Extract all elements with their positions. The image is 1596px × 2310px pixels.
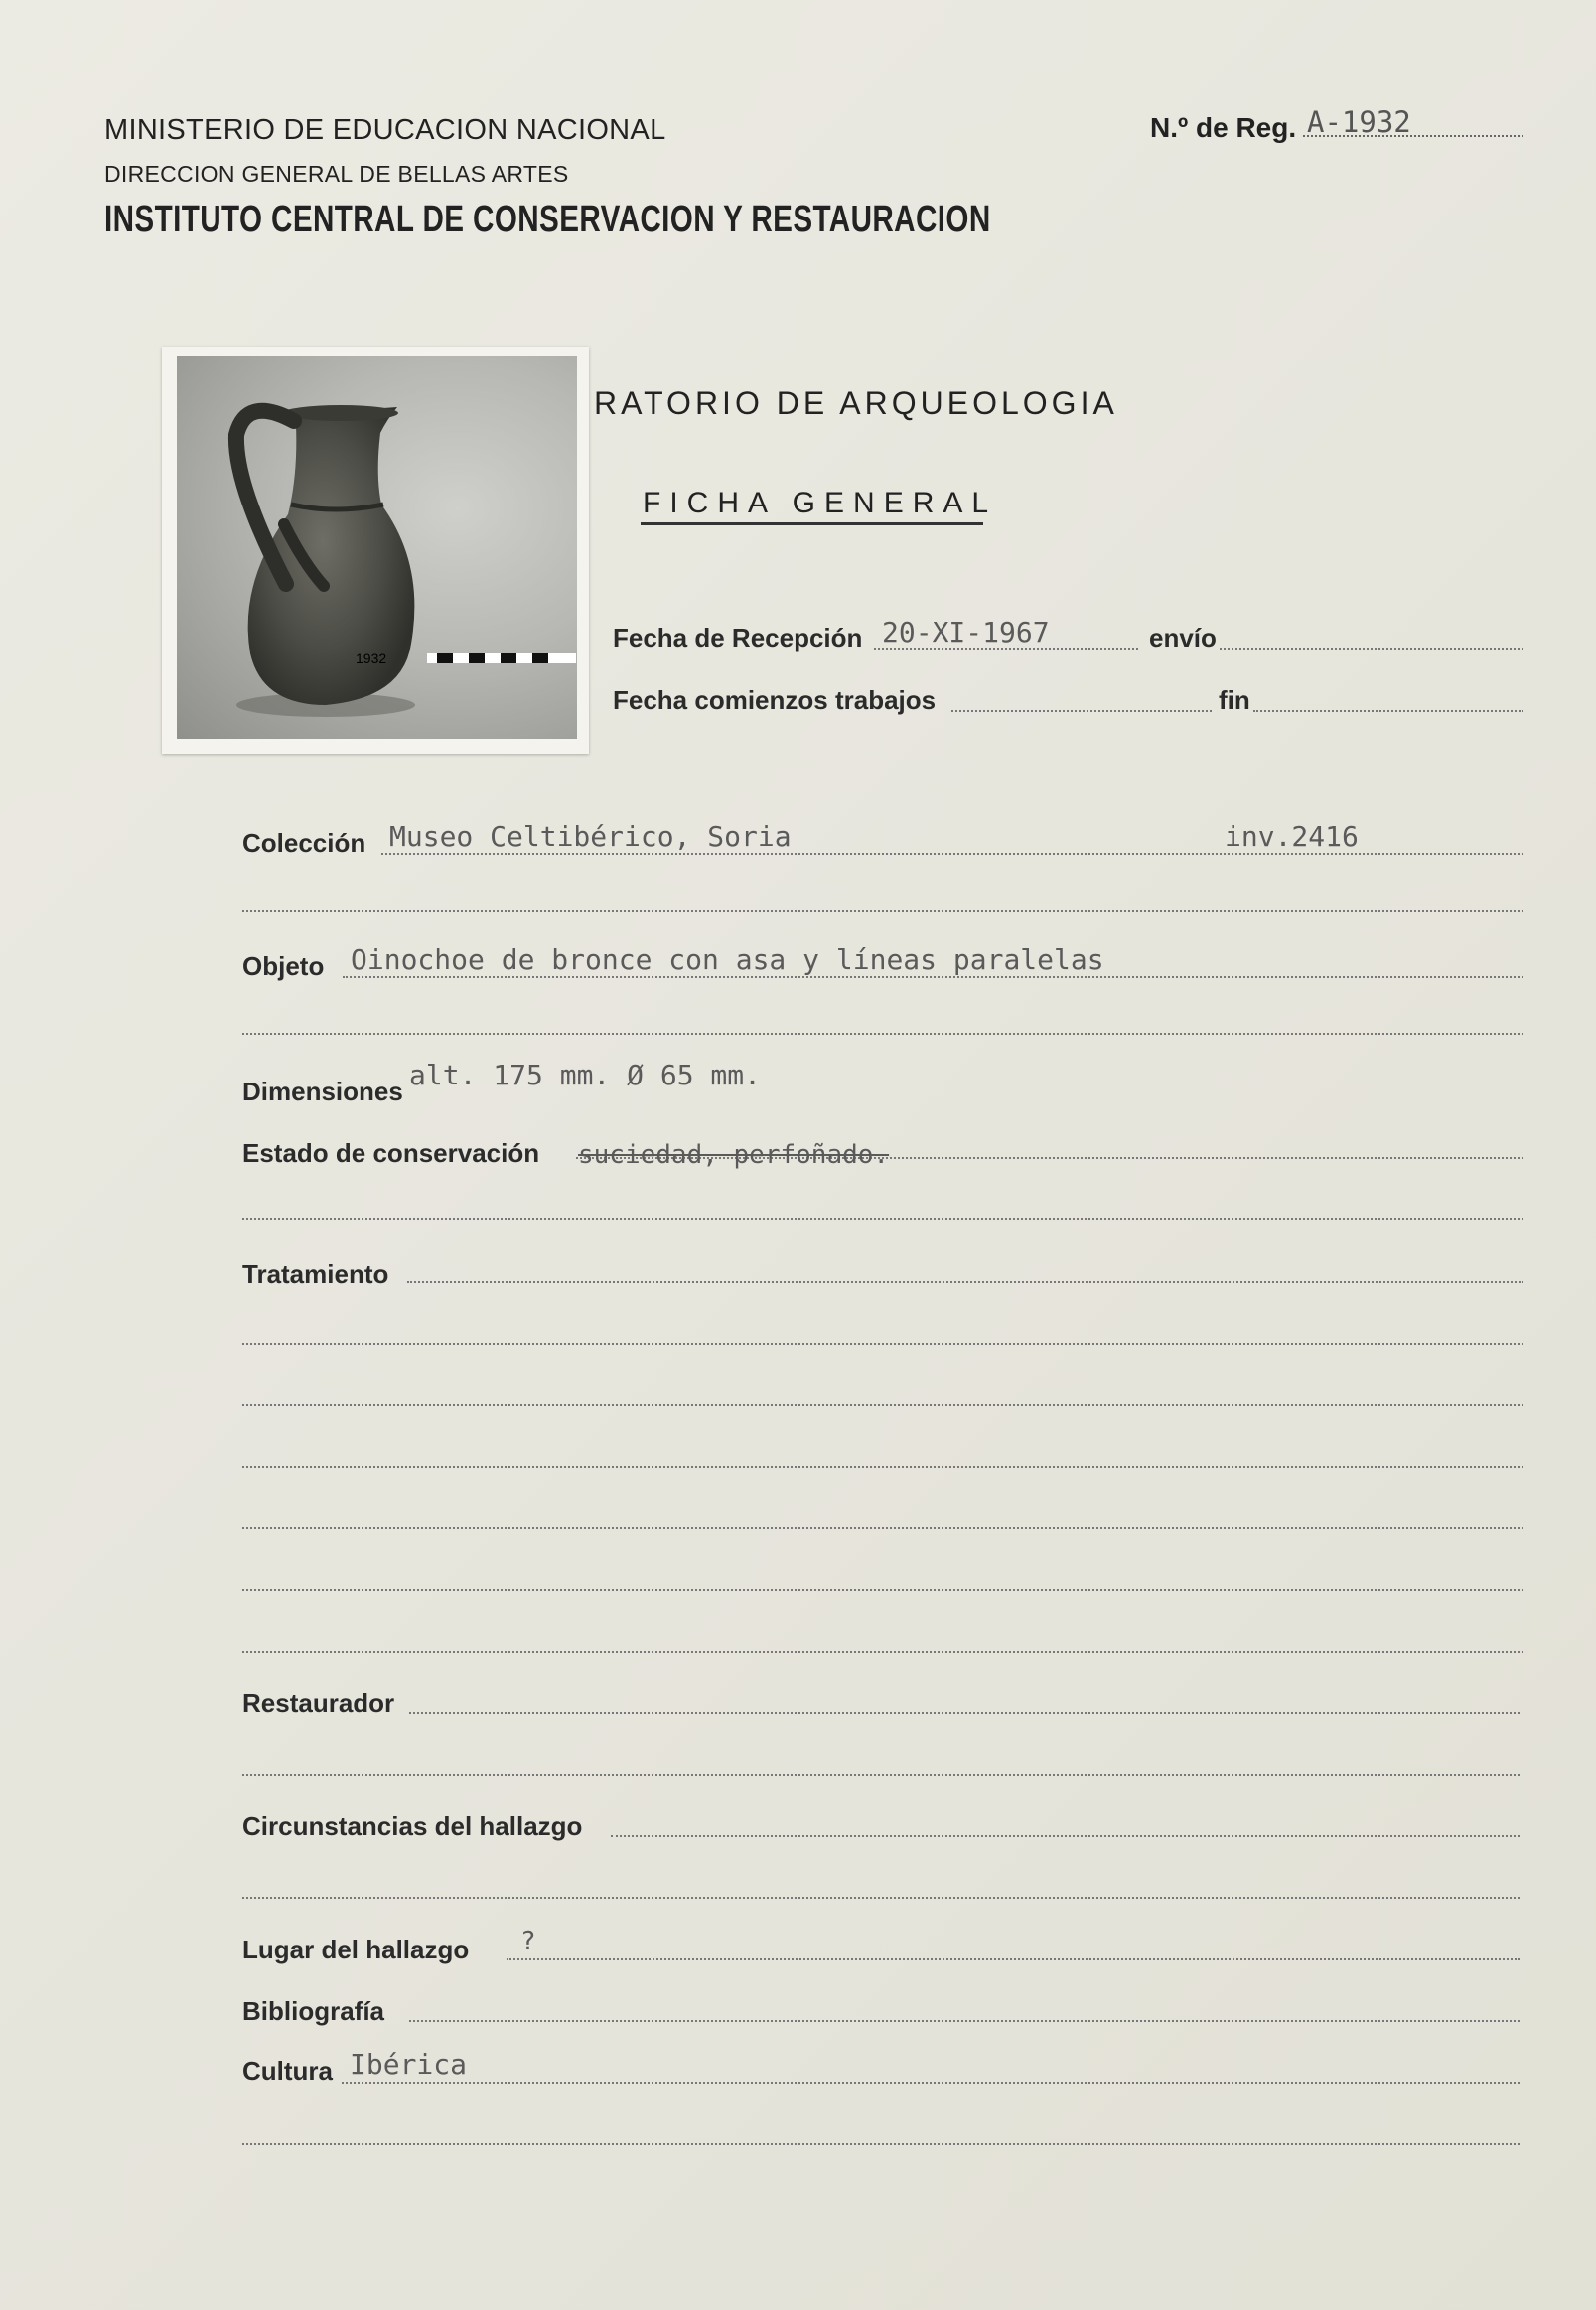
bibliography-line — [409, 2020, 1520, 2022]
jug-image — [177, 356, 577, 739]
culture-label: Cultura — [242, 2056, 333, 2086]
treatment-label: Tratamiento — [242, 1259, 389, 1289]
collection-value: Museo Celtibérico, Soria — [389, 820, 792, 853]
inventory-number: inv.2416 — [1225, 820, 1359, 853]
find-circumstances-line — [611, 1835, 1520, 1837]
start-date-line — [951, 710, 1212, 712]
treatment-line-4 — [242, 1466, 1523, 1468]
object-value: Oinochoe de bronce con asa y líneas paralelas — [351, 943, 1104, 976]
treatment-line-5 — [242, 1527, 1523, 1529]
shipment-label: envío — [1149, 623, 1217, 652]
dimensions-value: alt. 175 mm. Ø 65 mm. — [409, 1059, 762, 1091]
treatment-line-7 — [242, 1651, 1523, 1653]
collection-label: Colección — [242, 828, 366, 858]
reception-date-label: Fecha de Recepción — [613, 623, 863, 652]
treatment-line-3 — [242, 1404, 1523, 1406]
bibliography-label: Bibliografía — [242, 1996, 385, 2026]
culture-line-2 — [242, 2143, 1520, 2145]
restorer-line-2 — [242, 1774, 1520, 1776]
ministry-heading: MINISTERIO DE EDUCACION NACIONAL — [104, 114, 666, 146]
find-place-label: Lugar del hallazgo — [242, 1935, 470, 1964]
collection-line — [381, 853, 1523, 855]
object-photo — [177, 356, 577, 739]
end-date-label: fin — [1219, 685, 1250, 715]
laboratory-title: RATORIO DE ARQUEOLOGIA — [594, 385, 1118, 421]
dimensions-label: Dimensiones — [242, 1077, 403, 1106]
registry-number: A-1932 — [1307, 105, 1411, 139]
direction-heading: DIRECCION GENERAL DE BELLAS ARTES — [104, 161, 569, 187]
form-title-underline — [641, 522, 983, 525]
find-place-line — [507, 1958, 1520, 1960]
object-line-2 — [242, 1033, 1523, 1035]
condition-value: suciedad, perfoñado. — [578, 1140, 890, 1170]
end-date-line — [1253, 710, 1523, 712]
photo-number-label: 1932 — [356, 650, 387, 666]
restorer-line — [409, 1712, 1520, 1714]
find-place-value: ? — [520, 1927, 536, 1956]
reception-date-value: 20-XI-1967 — [882, 616, 1050, 649]
object-line — [343, 976, 1523, 978]
condition-line-2 — [242, 1218, 1523, 1220]
institute-heading: INSTITUTO CENTRAL DE CONSERVACION Y RESTAURACION — [104, 199, 991, 240]
treatment-line-1 — [407, 1281, 1523, 1283]
find-circumstances-line-2 — [242, 1897, 1520, 1899]
treatment-line-2 — [242, 1343, 1523, 1345]
shipment-line — [1220, 648, 1523, 650]
registry-label: N.º de Reg. — [1150, 112, 1297, 143]
object-label: Objeto — [242, 951, 325, 981]
start-date-label: Fecha comienzos trabajos — [613, 685, 937, 715]
collection-line-2 — [242, 910, 1523, 912]
treatment-line-6 — [242, 1589, 1523, 1591]
form-title: FICHA GENERAL — [643, 487, 998, 519]
find-circumstances-label: Circunstancias del hallazgo — [242, 1811, 583, 1841]
condition-label: Estado de conservación — [242, 1138, 540, 1168]
restorer-label: Restaurador — [242, 1688, 395, 1718]
culture-line — [342, 2082, 1520, 2084]
culture-value: Ibérica — [350, 2048, 468, 2081]
